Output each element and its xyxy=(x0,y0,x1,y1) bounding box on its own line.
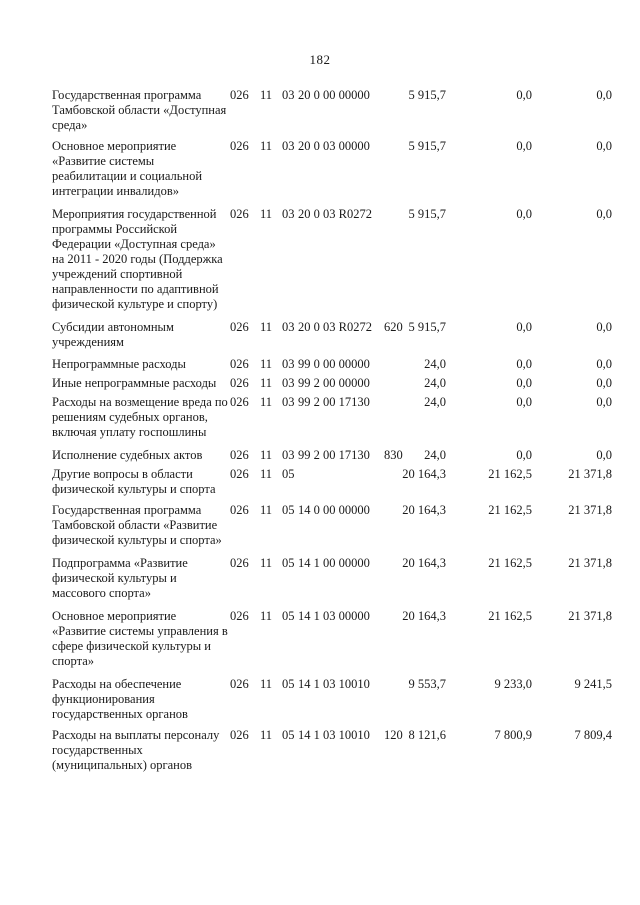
cs-code: 14 1 03 10010 xyxy=(298,728,370,742)
rz-code: 11 xyxy=(260,357,273,371)
table-row xyxy=(52,88,612,133)
pr-code: 05 xyxy=(282,503,295,517)
amount-year-2: 0,0 xyxy=(516,88,532,102)
amount-year-2: 0,0 xyxy=(516,448,532,462)
row-name: Государственная программа Тамбовской области «Доступная среда» xyxy=(52,88,227,132)
amount-year-2: 9 233,0 xyxy=(494,677,532,691)
pr-code: 03 xyxy=(282,448,295,462)
pr-code: 03 xyxy=(282,357,295,371)
row-name: Иные непрограммные расходы xyxy=(52,376,217,390)
table-row xyxy=(52,395,612,440)
gr-code: 026 xyxy=(230,376,249,390)
amount-year-3: 9 241,5 xyxy=(574,677,612,691)
row-name: Государственная программа Тамбовской области «Развитие физической культуры и спорта» xyxy=(52,503,222,547)
vr-code: 120 xyxy=(384,728,403,742)
amount-year-3: 0,0 xyxy=(596,357,612,371)
rz-code: 11 xyxy=(260,728,273,742)
row-name: Исполнение судебных актов xyxy=(52,448,203,462)
cs-code: 99 2 00 17130 xyxy=(298,448,370,462)
rz-code: 11 xyxy=(260,467,273,481)
amount-year-1: 20 164,3 xyxy=(402,467,446,481)
row-name: Непрограммные расходы xyxy=(52,357,186,371)
amount-year-3: 0,0 xyxy=(596,376,612,390)
gr-code: 026 xyxy=(230,320,249,334)
amount-year-1: 24,0 xyxy=(424,448,446,462)
row-name: Мероприятия государственной программы Российской Федерации «Доступная среда» на 2011 - 2020 годы (Поддержка учреждений спортивной направленности по адаптивной физической культуре и спорту) xyxy=(52,207,223,311)
amount-year-3: 21 371,8 xyxy=(568,503,612,517)
amount-year-2: 21 162,5 xyxy=(488,556,532,570)
cs-code: 99 2 00 17130 xyxy=(298,395,370,409)
amount-year-1: 20 164,3 xyxy=(402,609,446,623)
amount-year-1: 24,0 xyxy=(424,376,446,390)
row-name: Подпрограмма «Развитие физической культуры и массового спорта» xyxy=(52,556,188,600)
table-row xyxy=(52,728,612,773)
rz-code: 11 xyxy=(260,376,273,390)
gr-code: 026 xyxy=(230,357,249,371)
gr-code: 026 xyxy=(230,88,249,102)
gr-code: 026 xyxy=(230,609,249,623)
amount-year-3: 21 371,8 xyxy=(568,467,612,481)
amount-year-1: 5 915,7 xyxy=(408,207,446,221)
gr-code: 026 xyxy=(230,139,249,153)
row-name: Субсидии автономным учреждениям xyxy=(52,320,174,349)
amount-year-1: 20 164,3 xyxy=(402,503,446,517)
table-row xyxy=(52,207,612,312)
pr-code: 05 xyxy=(282,728,295,742)
cs-code: 14 0 00 00000 xyxy=(298,503,370,517)
cs-code: 99 2 00 00000 xyxy=(298,376,370,390)
cs-code: 20 0 03 00000 xyxy=(298,139,370,153)
table-row xyxy=(52,556,612,601)
rz-code: 11 xyxy=(260,395,273,409)
table-row xyxy=(52,609,612,669)
vr-code: 620 xyxy=(384,320,403,334)
pr-code: 05 xyxy=(282,556,295,570)
table-row xyxy=(52,448,612,463)
amount-year-3: 7 809,4 xyxy=(574,728,612,742)
row-name: Другие вопросы в области физической культуры и спорта xyxy=(52,467,216,496)
rz-code: 11 xyxy=(260,320,273,334)
amount-year-1: 20 164,3 xyxy=(402,556,446,570)
amount-year-2: 21 162,5 xyxy=(488,503,532,517)
page-number: 182 xyxy=(309,52,331,67)
amount-year-1: 5 915,7 xyxy=(408,139,446,153)
amount-year-1: 9 553,7 xyxy=(408,677,446,691)
table-row xyxy=(52,376,612,391)
pr-code: 05 xyxy=(282,467,295,481)
amount-year-3: 0,0 xyxy=(596,88,612,102)
amount-year-2: 0,0 xyxy=(516,357,532,371)
cs-code: 14 1 00 00000 xyxy=(298,556,370,570)
table-row xyxy=(52,467,612,497)
amount-year-1: 5 915,7 xyxy=(408,320,446,334)
row-name: Расходы на обеспечение функционирования государственных органов xyxy=(52,677,188,721)
pr-code: 05 xyxy=(282,677,295,691)
cs-code: 20 0 03 R0272 xyxy=(298,207,372,221)
rz-code: 11 xyxy=(260,207,273,221)
amount-year-1: 5 915,7 xyxy=(408,88,446,102)
amount-year-2: 0,0 xyxy=(516,395,532,409)
table-row xyxy=(52,503,612,548)
amount-year-2: 0,0 xyxy=(516,139,532,153)
table-row xyxy=(52,357,612,372)
gr-code: 026 xyxy=(230,728,249,742)
gr-code: 026 xyxy=(230,395,249,409)
amount-year-2: 0,0 xyxy=(516,376,532,390)
table-row xyxy=(52,320,612,350)
table-row xyxy=(52,677,612,722)
amount-year-2: 21 162,5 xyxy=(488,609,532,623)
rz-code: 11 xyxy=(260,139,273,153)
pr-code: 05 xyxy=(282,609,295,623)
pr-code: 03 xyxy=(282,207,295,221)
row-name: Расходы на выплаты персоналу государственных (муниципальных) органов xyxy=(52,728,220,772)
rz-code: 11 xyxy=(260,609,273,623)
cs-code: 14 1 03 00000 xyxy=(298,609,370,623)
gr-code: 026 xyxy=(230,207,249,221)
amount-year-1: 24,0 xyxy=(424,395,446,409)
pr-code: 03 xyxy=(282,376,295,390)
amount-year-2: 21 162,5 xyxy=(488,467,532,481)
cs-code: 99 0 00 00000 xyxy=(298,357,370,371)
amount-year-3: 0,0 xyxy=(596,139,612,153)
row-name: Расходы на возмещение вреда по решениям судебных органов, включая уплату госпошлины xyxy=(52,395,228,439)
vr-code: 830 xyxy=(384,448,403,462)
cs-code: 14 1 03 10010 xyxy=(298,677,370,691)
amount-year-1: 24,0 xyxy=(424,357,446,371)
gr-code: 026 xyxy=(230,556,249,570)
amount-year-1: 8 121,6 xyxy=(408,728,446,742)
amount-year-3: 21 371,8 xyxy=(568,609,612,623)
amount-year-3: 0,0 xyxy=(596,320,612,334)
pr-code: 03 xyxy=(282,395,295,409)
table-row xyxy=(52,139,612,199)
gr-code: 026 xyxy=(230,503,249,517)
rz-code: 11 xyxy=(260,677,273,691)
amount-year-3: 0,0 xyxy=(596,395,612,409)
amount-year-2: 0,0 xyxy=(516,320,532,334)
pr-code: 03 xyxy=(282,88,295,102)
cs-code: 20 0 00 00000 xyxy=(298,88,370,102)
rz-code: 11 xyxy=(260,503,273,517)
pr-code: 03 xyxy=(282,320,295,334)
amount-year-3: 0,0 xyxy=(596,448,612,462)
gr-code: 026 xyxy=(230,448,249,462)
pr-code: 03 xyxy=(282,139,295,153)
amount-year-3: 0,0 xyxy=(596,207,612,221)
amount-year-3: 21 371,8 xyxy=(568,556,612,570)
row-name: Основное мероприятие «Развитие системы реабилитации и социальной интеграции инвалидов» xyxy=(52,139,203,198)
gr-code: 026 xyxy=(230,467,249,481)
amount-year-2: 7 800,9 xyxy=(494,728,532,742)
rz-code: 11 xyxy=(260,88,273,102)
gr-code: 026 xyxy=(230,677,249,691)
rz-code: 11 xyxy=(260,556,273,570)
amount-year-2: 0,0 xyxy=(516,207,532,221)
cs-code: 20 0 03 R0272 xyxy=(298,320,372,334)
row-name: Основное мероприятие «Развитие системы управления в сфере физической культуры и спорта» xyxy=(52,609,228,668)
budget-table xyxy=(52,88,612,773)
rz-code: 11 xyxy=(260,448,273,462)
